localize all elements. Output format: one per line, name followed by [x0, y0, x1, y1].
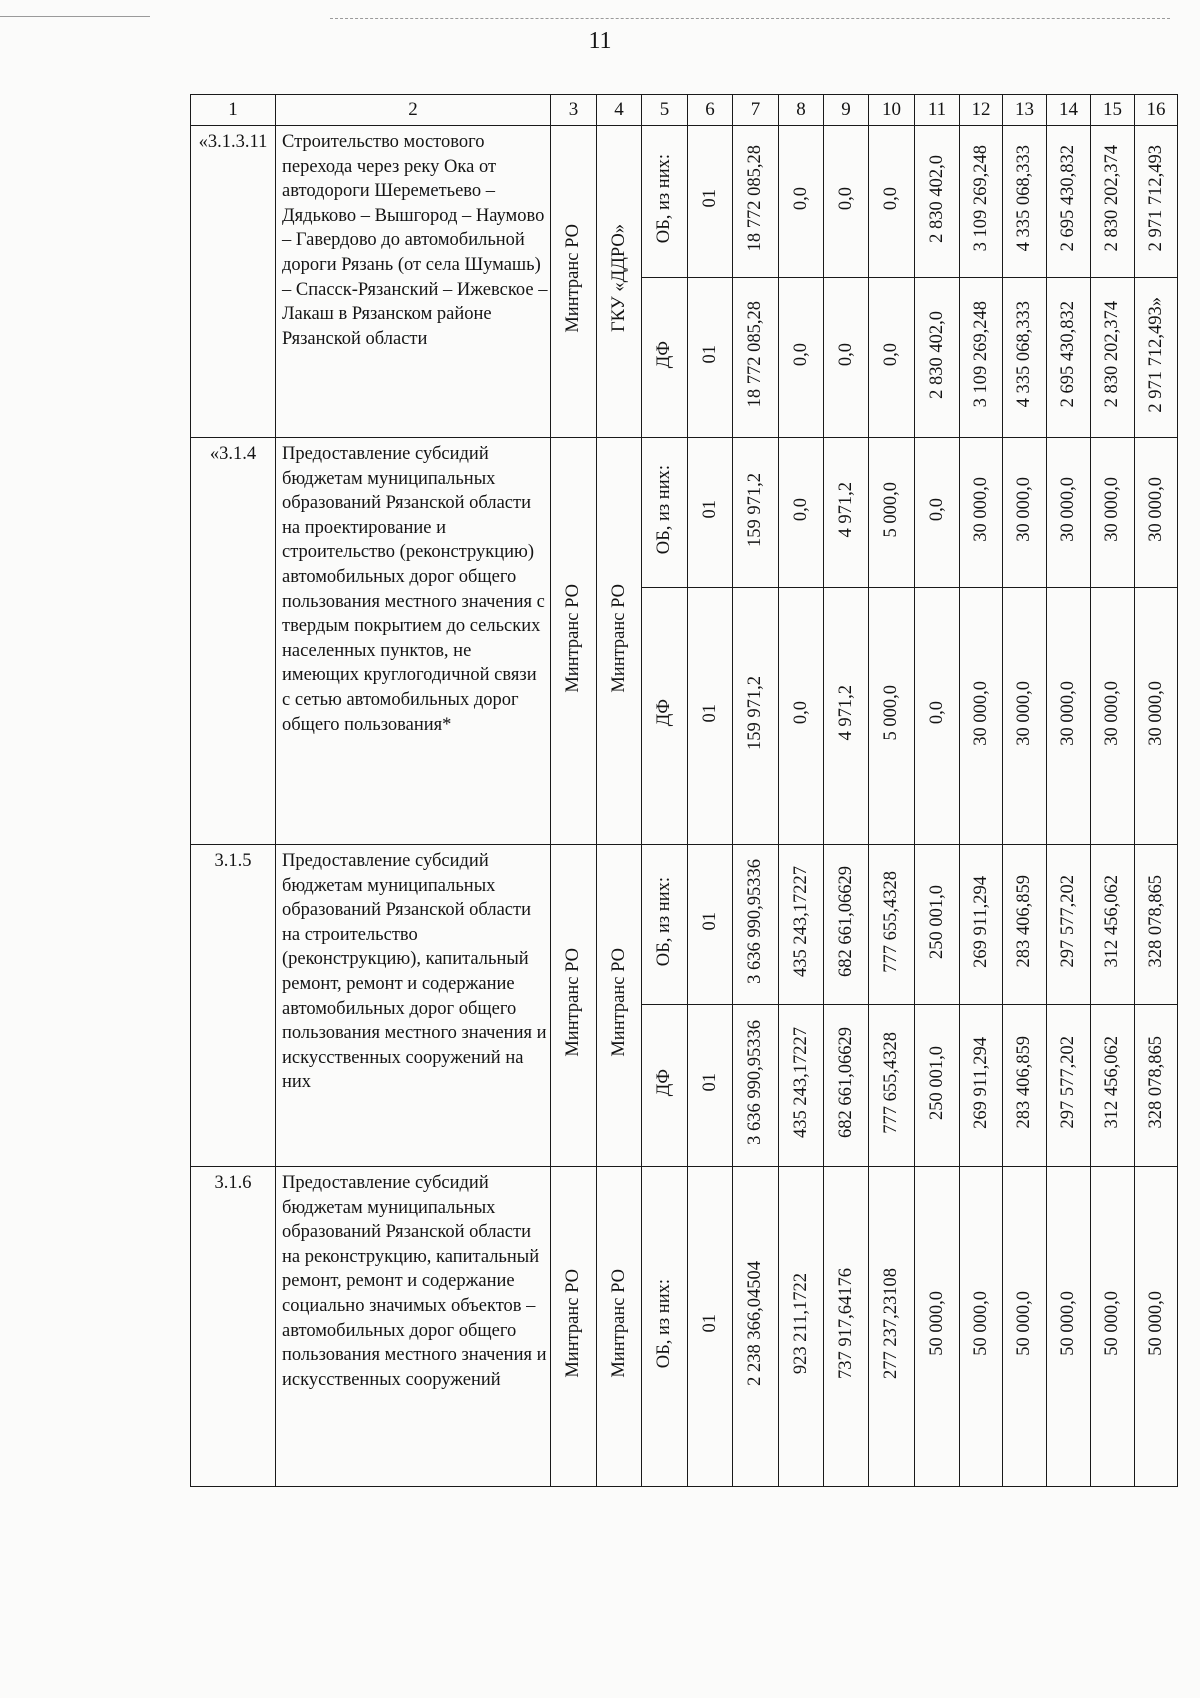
responsible-executor: [551, 126, 597, 438]
funding-source-text: ДФ: [654, 1068, 675, 1097]
value-cell: [869, 845, 915, 1005]
value-cell: [824, 126, 869, 278]
value-cell: [1135, 1005, 1178, 1167]
value-cell-text: 2 830 402,0: [926, 154, 947, 243]
header-cell: 9: [824, 95, 869, 126]
funding-source-text: ОБ, из них:: [654, 1278, 675, 1369]
value-cell: [779, 278, 824, 438]
budget-code: [688, 126, 733, 278]
value-cell: [1047, 278, 1091, 438]
value-cell-text: 2 830 202,374: [1102, 301, 1123, 408]
value-cell: [1047, 1167, 1091, 1487]
value-cell: [1003, 278, 1047, 438]
value-cell-text: 0,0: [835, 342, 856, 367]
value-cell-text: 0,0: [790, 342, 811, 367]
value-cell: [1047, 1005, 1091, 1167]
value-cell-text: 0,0: [790, 701, 811, 725]
value-cell: [869, 438, 915, 588]
value-cell-text: 923 211,1722: [790, 1272, 811, 1375]
budget-code: [688, 278, 733, 438]
value-cell: [1047, 438, 1091, 588]
header-cell: 16: [1135, 95, 1178, 126]
value-cell-text: 18 772 085,28: [745, 301, 766, 408]
value-cell: [915, 845, 960, 1005]
item-name: Предоставление субсидий бюджетам муниципальных образований Рязанской области на реконструкцию, капитальный ремонт, ремонт и содержание социально значимых объектов – автомобильных дорог общего пользования местного значения и искусственных сооружений: [276, 1167, 551, 1487]
header-cell: 14: [1047, 95, 1091, 126]
table-row: [191, 438, 1178, 588]
value-cell-text: 3 109 269,248: [970, 145, 991, 252]
item-name: Предоставление субсидий бюджетам муниципальных образований Рязанской области на строительство (реконструкцию), капитальный ремонт, ремонт и содержание автомобильных дорог общего пользования местного значения и искусственных сооружений на них: [276, 845, 551, 1167]
contractor-text: Минтранс РО: [608, 583, 629, 693]
contractor: [597, 1167, 642, 1487]
value-cell: [960, 1167, 1003, 1487]
value-cell: [1135, 1167, 1178, 1487]
value-cell-text: 250 001,0: [926, 1045, 947, 1120]
item-number: 3.1.6: [191, 1167, 276, 1487]
value-cell-text: 30 000,0: [970, 477, 991, 542]
value-cell-text: 297 577,202: [1058, 875, 1079, 968]
page-number: 11: [588, 28, 612, 54]
value-cell-text: 435 243,17227: [790, 1027, 811, 1138]
funding-source: [642, 1005, 688, 1167]
value-cell: [869, 588, 915, 845]
value-cell-text: 50 000,0: [1145, 1291, 1166, 1356]
value-cell: [1135, 278, 1178, 438]
header-cell: 2: [276, 95, 551, 126]
value-cell: [1091, 1005, 1135, 1167]
funding-source-text: ДФ: [654, 699, 675, 727]
item-number: 3.1.5: [191, 845, 276, 1167]
budget-code-text: 01: [699, 703, 720, 723]
funding-source: [642, 278, 688, 438]
value-cell-text: 777 655,4328: [881, 1031, 902, 1134]
budget-code-text: 01: [699, 912, 720, 931]
budget-code-text: 01: [699, 1314, 720, 1333]
funding-source-text: ОБ, из них:: [654, 153, 675, 244]
value-cell-text: 5 000,0: [881, 481, 902, 538]
header-cell: 10: [869, 95, 915, 126]
scan-edge-line: [330, 18, 1170, 19]
program-table: [190, 94, 1178, 1487]
value-cell-text: 2 971 712,493: [1145, 145, 1166, 252]
value-cell: [779, 126, 824, 278]
value-cell: [915, 588, 960, 845]
value-cell-text: 0,0: [835, 186, 856, 211]
value-cell: [1091, 278, 1135, 438]
value-cell-text: 283 406,859: [1014, 875, 1035, 968]
value-cell: [1047, 845, 1091, 1005]
responsible-executor: [551, 1167, 597, 1487]
value-cell-text: 50 000,0: [1014, 1291, 1035, 1356]
header-cell: 6: [688, 95, 733, 126]
budget-code-text: 01: [699, 189, 720, 208]
value-cell: [1091, 1167, 1135, 1487]
header-cell: 4: [597, 95, 642, 126]
value-cell: [824, 438, 869, 588]
value-cell-text: 30 000,0: [1014, 477, 1035, 542]
value-cell-text: 0,0: [881, 186, 902, 211]
value-cell: [960, 126, 1003, 278]
value-cell: [1047, 126, 1091, 278]
value-cell-text: 5 000,0: [881, 685, 902, 741]
value-cell: [1091, 588, 1135, 845]
value-cell-text: 4 971,2: [835, 685, 856, 741]
value-cell: [733, 278, 779, 438]
value-cell-text: 297 577,202: [1058, 1036, 1079, 1129]
value-cell-text: 4 335 068,333: [1014, 145, 1035, 252]
contractor: [597, 126, 642, 438]
budget-code-text: 01: [699, 1073, 720, 1092]
value-cell: [960, 1005, 1003, 1167]
value-cell-text: 737 917,64176: [835, 1268, 856, 1379]
value-cell: [733, 845, 779, 1005]
funding-source: [642, 126, 688, 278]
value-cell-text: 159 971,2: [745, 472, 766, 547]
value-cell: [1135, 438, 1178, 588]
value-cell: [779, 1005, 824, 1167]
budget-code: [688, 1005, 733, 1167]
budget-code-text: 01: [699, 500, 720, 519]
value-cell: [1135, 845, 1178, 1005]
value-cell-text: 269 911,294: [970, 1036, 991, 1129]
contractor-text: ГКУ «ДДРО»: [608, 224, 629, 333]
value-cell-text: 30 000,0: [1145, 477, 1166, 542]
value-cell-text: 328 078,865: [1145, 875, 1166, 968]
value-cell-text: 777 655,4328: [881, 870, 902, 973]
value-cell: [779, 1167, 824, 1487]
value-cell: [824, 588, 869, 845]
value-cell-text: 682 661,06629: [835, 866, 856, 977]
header-cell: 7: [733, 95, 779, 126]
value-cell-text: 30 000,0: [1058, 680, 1079, 746]
header-cell: 1: [191, 95, 276, 126]
funding-source: [642, 588, 688, 845]
budget-code: [688, 588, 733, 845]
value-cell-text: 682 661,06629: [835, 1027, 856, 1138]
budget-code-text: 01: [699, 345, 720, 364]
value-cell: [915, 1005, 960, 1167]
value-cell-text: 30 000,0: [1058, 477, 1079, 542]
scan-edge-line: [0, 16, 150, 17]
value-cell: [733, 588, 779, 845]
value-cell: [915, 126, 960, 278]
value-cell-text: 30 000,0: [1102, 680, 1123, 746]
table-row: [191, 845, 1178, 1005]
value-cell-text: 4 335 068,333: [1014, 301, 1035, 408]
value-cell: [869, 1005, 915, 1167]
value-cell-text: 2 971 712,493»: [1145, 296, 1166, 413]
value-cell: [869, 278, 915, 438]
value-cell: [733, 126, 779, 278]
value-cell-text: 0,0: [926, 701, 947, 725]
value-cell: [1135, 126, 1178, 278]
value-cell: [779, 438, 824, 588]
header-cell: 12: [960, 95, 1003, 126]
funding-source: [642, 438, 688, 588]
funding-source-text: ДФ: [654, 340, 675, 369]
funding-source-text: ОБ, из них:: [654, 464, 675, 555]
value-cell: [915, 1167, 960, 1487]
value-cell: [1003, 1005, 1047, 1167]
item-name: Строительство мостового перехода через реку Ока от автодороги Шереметьево – Дядьково – Вышгород – Наумово – Гавердово до автомобильной дороги Рязань (от села Шумашь) – Спасск-Рязанский – Ижевское – Лакаш в Рязанском районе Рязанской области: [276, 126, 551, 438]
value-cell-text: 0,0: [790, 497, 811, 522]
value-cell-text: 328 078,865: [1145, 1036, 1166, 1129]
value-cell-text: 0,0: [926, 497, 947, 522]
value-cell: [960, 278, 1003, 438]
header-cell: 5: [642, 95, 688, 126]
header-cell: 3: [551, 95, 597, 126]
value-cell: [1003, 845, 1047, 1005]
value-cell-text: 0,0: [790, 186, 811, 211]
responsible-executor: [551, 845, 597, 1167]
value-cell-text: 30 000,0: [970, 680, 991, 746]
contractor: [597, 438, 642, 845]
value-cell: [960, 438, 1003, 588]
value-cell: [1003, 438, 1047, 588]
value-cell: [779, 845, 824, 1005]
value-cell: [1003, 1167, 1047, 1487]
value-cell-text: 30 000,0: [1014, 680, 1035, 746]
header-cell: 15: [1091, 95, 1135, 126]
value-cell-text: 50 000,0: [1102, 1291, 1123, 1356]
value-cell: [915, 438, 960, 588]
value-cell-text: 269 911,294: [970, 875, 991, 968]
value-cell-text: 30 000,0: [1102, 477, 1123, 542]
budget-code: [688, 438, 733, 588]
value-cell: [915, 278, 960, 438]
table-row: [191, 1167, 1178, 1487]
value-cell: [869, 1167, 915, 1487]
value-cell-text: 3 109 269,248: [970, 301, 991, 408]
item-name: Предоставление субсидий бюджетам муниципальных образований Рязанской области на проектирование и строительство (реконструкцию) автомобильных дорог общего пользования местного значения с твердым покрытием до сельских населенных пунктов, не имеющих круглогодичной связи с сетью автомобильных дорог общего пользования*: [276, 438, 551, 845]
value-cell-text: 277 237,23108: [881, 1268, 902, 1379]
value-cell-text: 312 456,062: [1102, 875, 1123, 968]
contractor-text: Минтранс РО: [608, 1269, 629, 1378]
value-cell-text: 159 971,2: [745, 676, 766, 750]
responsible-executor-text: Минтранс РО: [563, 224, 584, 333]
value-cell: [1135, 588, 1178, 845]
value-cell: [1091, 126, 1135, 278]
value-cell: [1047, 588, 1091, 845]
header-cell: 11: [915, 95, 960, 126]
value-cell: [960, 588, 1003, 845]
value-cell-text: 2 238 366,04504: [745, 1261, 766, 1386]
item-number: «3.1.4: [191, 438, 276, 845]
value-cell-text: 3 636 990,95336: [745, 859, 766, 984]
value-cell: [824, 278, 869, 438]
value-cell: [779, 588, 824, 845]
value-cell-text: 50 000,0: [970, 1291, 991, 1356]
value-cell-text: 2 695 430,832: [1058, 301, 1079, 408]
value-cell: [824, 845, 869, 1005]
value-cell: [733, 438, 779, 588]
funding-source: [642, 1167, 688, 1487]
value-cell-text: 4 971,2: [835, 481, 856, 538]
value-cell: [1091, 438, 1135, 588]
value-cell-text: 3 636 990,95336: [745, 1020, 766, 1145]
contractor: [597, 845, 642, 1167]
responsible-executor-text: Минтранс РО: [563, 583, 584, 693]
value-cell-text: 435 243,17227: [790, 866, 811, 977]
value-cell-text: 50 000,0: [926, 1291, 947, 1356]
funding-source-text: ОБ, из них:: [654, 876, 675, 967]
budget-code: [688, 1167, 733, 1487]
value-cell-text: 2 695 430,832: [1058, 145, 1079, 252]
responsible-executor-text: Минтранс РО: [563, 948, 584, 1057]
budget-code: [688, 845, 733, 1005]
value-cell-text: 30 000,0: [1145, 680, 1166, 746]
value-cell-text: 2 830 202,374: [1102, 145, 1123, 252]
contractor-text: Минтранс РО: [608, 948, 629, 1057]
item-number: «3.1.3.11: [191, 126, 276, 438]
header-cell: 13: [1003, 95, 1047, 126]
value-cell: [824, 1167, 869, 1487]
value-cell: [733, 1005, 779, 1167]
value-cell-text: 0,0: [881, 342, 902, 367]
value-cell-text: 50 000,0: [1058, 1291, 1079, 1356]
header-row: [191, 95, 1178, 126]
value-cell-text: 250 001,0: [926, 884, 947, 959]
value-cell: [1003, 126, 1047, 278]
header-cell: 8: [779, 95, 824, 126]
value-cell-text: 18 772 085,28: [745, 145, 766, 252]
value-cell-text: 2 830 402,0: [926, 310, 947, 399]
value-cell: [869, 126, 915, 278]
value-cell: [1003, 588, 1047, 845]
value-cell: [824, 1005, 869, 1167]
value-cell: [960, 845, 1003, 1005]
value-cell-text: 283 406,859: [1014, 1036, 1035, 1129]
funding-source: [642, 845, 688, 1005]
value-cell: [733, 1167, 779, 1487]
responsible-executor: [551, 438, 597, 845]
table-row: [191, 126, 1178, 278]
responsible-executor-text: Минтранс РО: [563, 1269, 584, 1378]
value-cell: [1091, 845, 1135, 1005]
value-cell-text: 312 456,062: [1102, 1036, 1123, 1129]
